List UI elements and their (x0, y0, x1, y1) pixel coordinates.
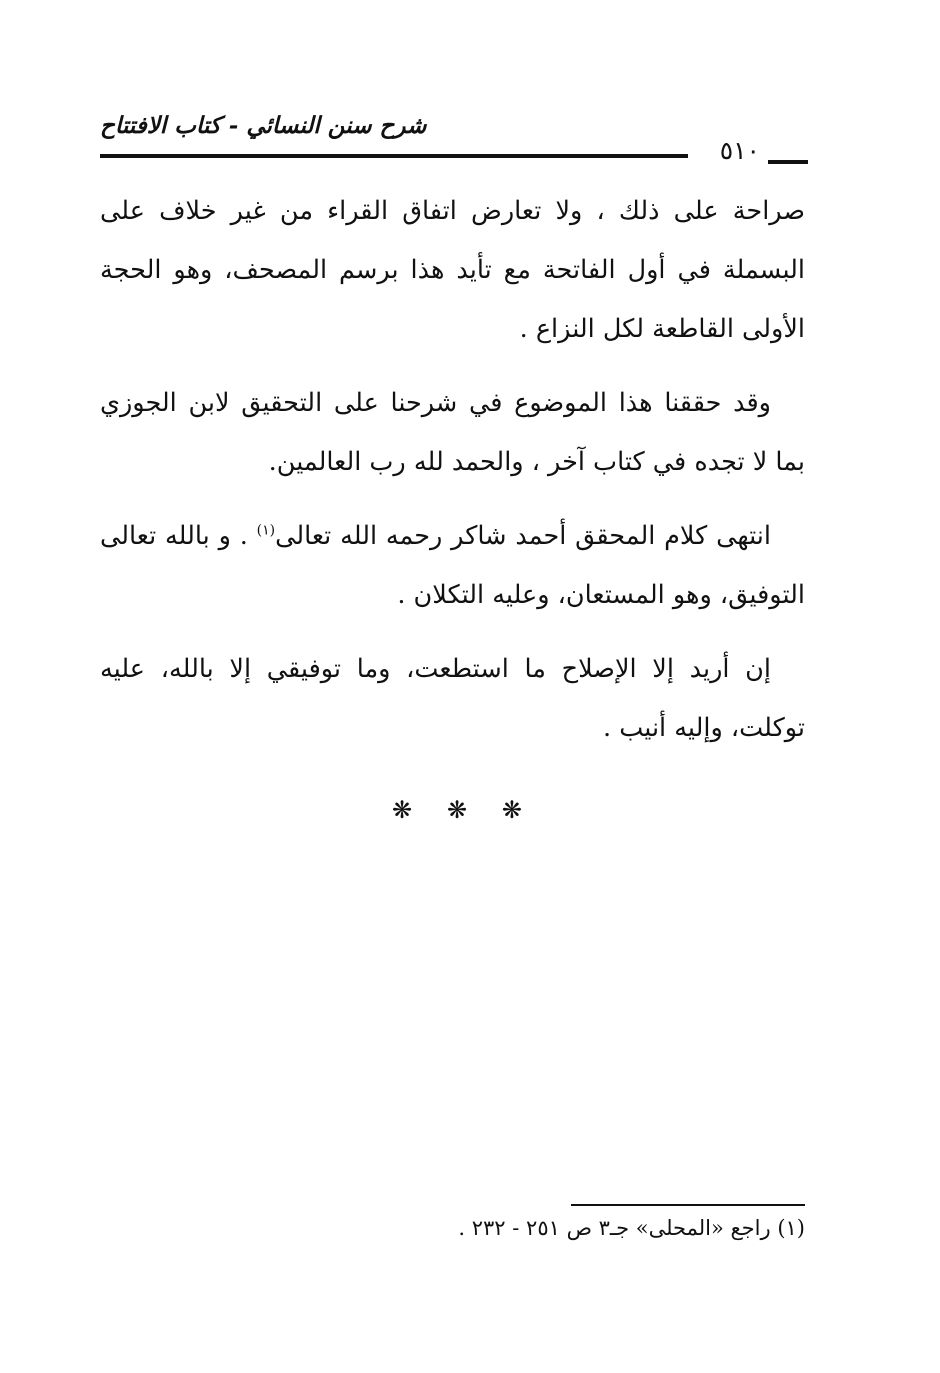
paragraph-4: إن أريد إلا الإصلاح ما استطعت، وما توفيقي إلا بالله، عليه توكلت، وإليه أنيب . (100, 654, 805, 743)
footnote-rule (571, 1204, 805, 1206)
page-header (100, 112, 808, 167)
page-number-dash (768, 160, 808, 164)
footnote-reference[interactable]: (١) (256, 522, 276, 539)
page-number: ٥١٠ (719, 136, 760, 165)
body-text (100, 182, 805, 773)
star-ornament-icon: ❋ (446, 796, 468, 824)
running-title: شرح سنن النسائي - كتاب الافتتاح (100, 112, 427, 139)
footnote-text: راجع «المحلى» جـ٣ ص ٢٥١ - ٢٣٢ . (458, 1216, 771, 1240)
paragraph-2: وقد حققنا هذا الموضوع في شرحنا على التحقيق لابن الجوزي بما لا تجده في كتاب آخر ، والحمد لله رب العالمين. (100, 388, 805, 477)
paragraph-3-text-before: انتهى كلام المحقق أحمد شاكر رحمه الله تعالى (275, 521, 771, 551)
section-separator (392, 792, 522, 828)
star-ornament-icon: ❋ (392, 796, 413, 824)
header-rule (100, 154, 688, 158)
star-ornament-icon: ❋ (501, 796, 522, 824)
paragraph-3 (100, 507, 805, 625)
footnote-marker: (١) (777, 1216, 805, 1240)
footnote (430, 1208, 805, 1248)
paragraph-3-text-after: . و بالله تعالى التوفيق، وهو المستعان، وعليه التكلان . (100, 521, 805, 610)
paragraph-1: صراحة على ذلك ، ولا تعارض اتفاق القراء من غير خلاف على البسملة في أول الفاتحة مع تأيد هذا برسم المصحف، وهو الحجة الأولى القاطعة لكل النزاع . (100, 196, 805, 344)
